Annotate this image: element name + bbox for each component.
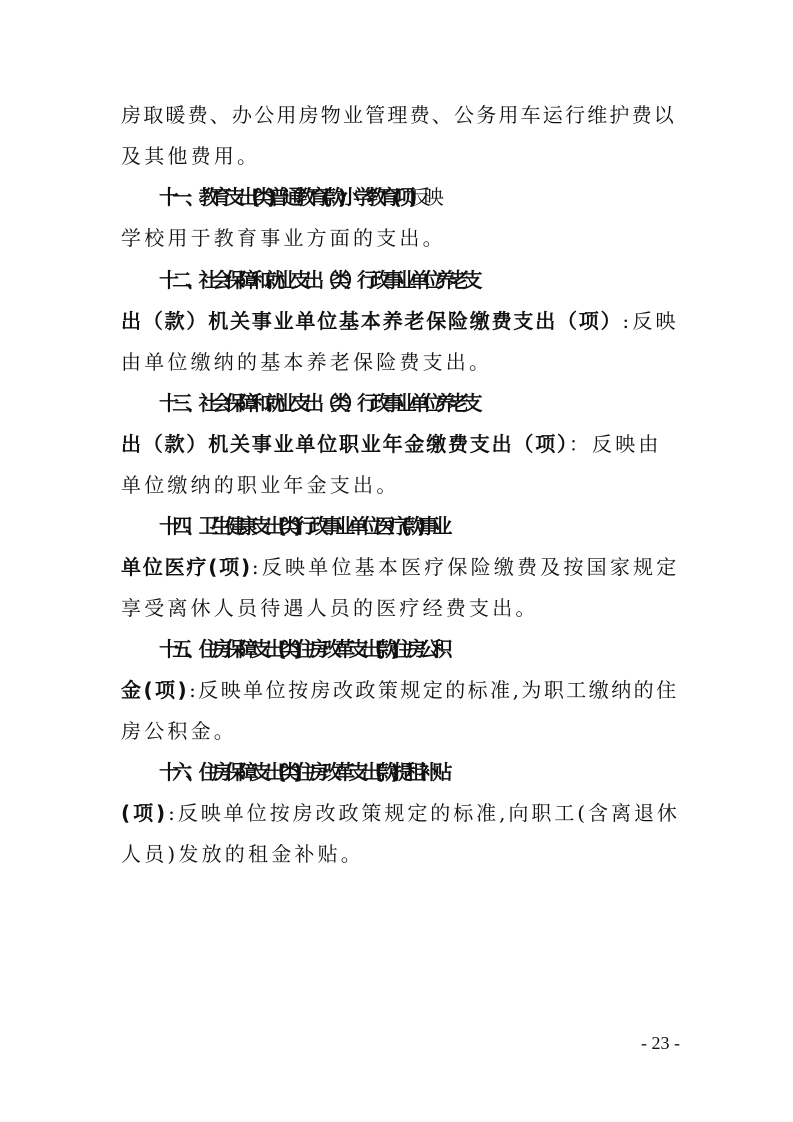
paragraph-text: 由单位缴纳的基本养老保险费支出。: [121, 350, 493, 374]
paragraph-text: :反映单位按房改政策规定的标准,向职工(含离退休: [168, 801, 680, 825]
paragraph-text: 学校用于教育事业方面的支出。: [121, 226, 446, 250]
section-heading-line: [121, 794, 681, 832]
paragraph-text: :反映: [622, 309, 679, 333]
section-heading: 单位医疗(项): [121, 555, 252, 579]
section-heading-line: [121, 425, 681, 463]
text-line: [121, 589, 681, 627]
section-heading: 金(项): [121, 678, 190, 702]
paragraph-text: 房公积金。: [121, 719, 237, 743]
section-heading: 十四、卫生健康支出(类)行政事业单位医疗(款)事业: [159, 514, 446, 538]
section-heading: 出（款）机关事业单位基本养老保险缴费支出（项）: [121, 309, 623, 333]
section-heading: 十二、社会保障和就业支出（类）行政事业单位养老支: [159, 268, 476, 292]
paragraph-text: 人员)发放的租金补贴。: [121, 842, 365, 866]
paragraph-text: :反映: [410, 185, 437, 209]
paragraph-text: ：反映由: [568, 432, 662, 456]
section-heading-line: [159, 178, 719, 216]
section-heading-line: [159, 261, 719, 299]
page-number: - 23 -: [641, 1033, 680, 1053]
section-heading-line: [159, 630, 719, 668]
section-heading: 十三、社会保障和就业支出（类）行政事业单位养老支: [159, 391, 476, 415]
section-heading-line: [159, 507, 719, 545]
section-heading: 十一、教育支出(类)普通教育(款)小学教育(项): [159, 185, 411, 209]
section-heading-line: [159, 753, 719, 791]
text-line: [121, 343, 681, 381]
text-line: [121, 137, 681, 175]
text-line: [121, 96, 681, 134]
section-heading-line: [121, 671, 681, 709]
paragraph-text: 房取暖费、办公用房物业管理费、公务用车运行维护费以: [121, 103, 676, 127]
text-line: [121, 219, 681, 257]
section-heading: 十六、住房保障支出(类)住房改革支出(款)提租补贴: [159, 760, 446, 784]
paragraph-text: 享受离休人员待遇人员的医疗经费支出。: [121, 596, 539, 620]
paragraph-text: :反映单位按房改政策规定的标准,为职工缴纳的住: [189, 678, 679, 702]
section-heading: (项): [121, 801, 169, 825]
text-line: [121, 466, 681, 504]
section-heading: 十五、住房保障支出(类)住房改革支出(款)住房公积: [159, 637, 446, 661]
section-heading-line: [121, 548, 681, 586]
paragraph-text: :反映单位基本医疗保险缴费及按国家规定: [251, 555, 680, 579]
paragraph-text: 及其他费用。: [121, 144, 261, 168]
text-line: [121, 835, 681, 873]
section-heading-line: [121, 302, 681, 340]
text-line: [121, 712, 681, 750]
section-heading-line: [159, 384, 719, 422]
paragraph-text: 单位缴纳的职业年金支出。: [121, 473, 400, 497]
section-heading: 出（款）机关事业单位职业年金缴费支出（项）: [121, 432, 569, 456]
